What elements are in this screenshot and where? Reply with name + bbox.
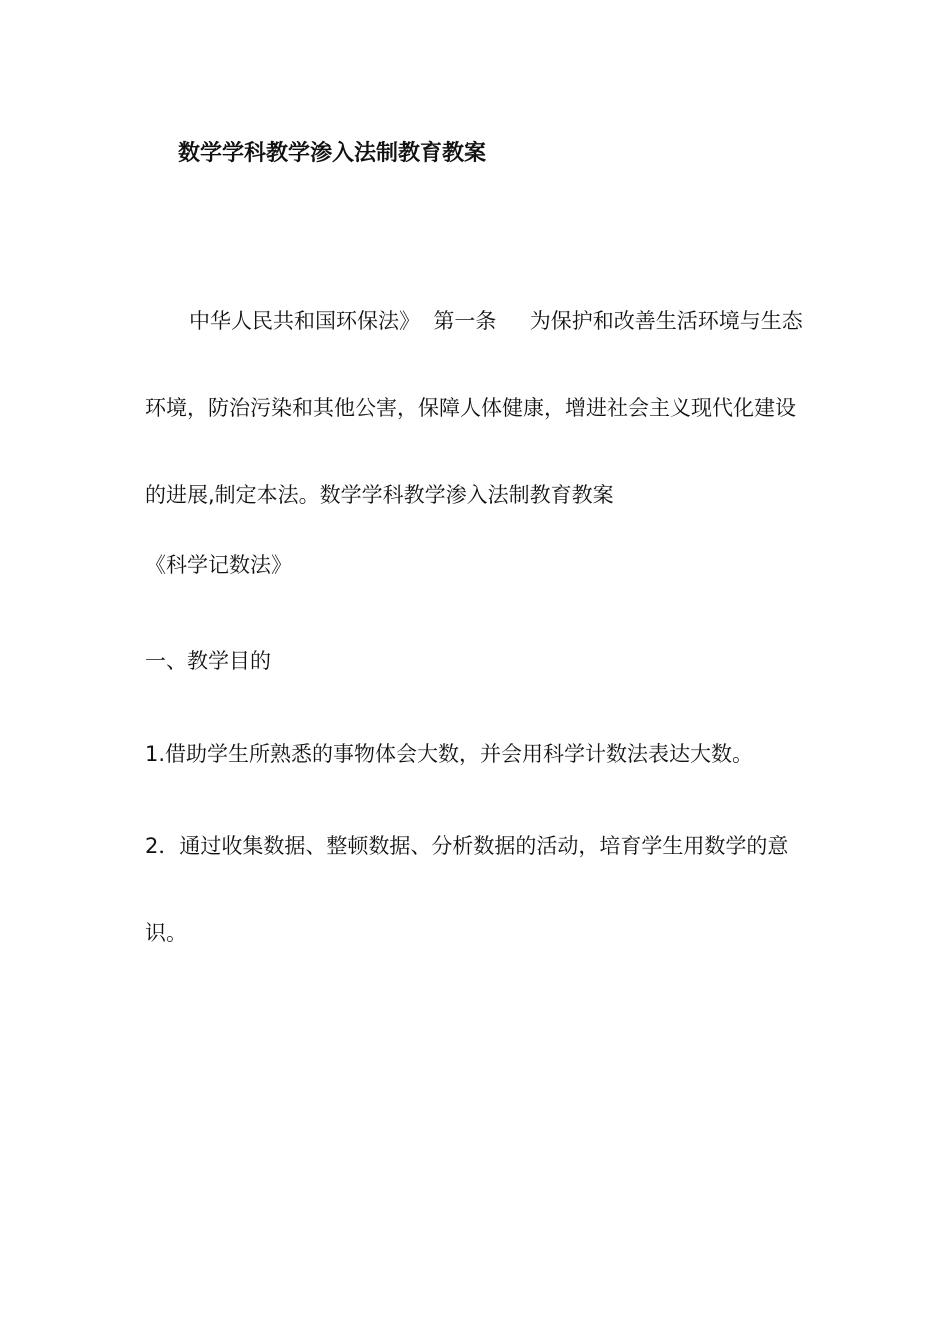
list-item: 2．通过收集数据、整顿数据、分析数据的活动，培育学生用数学的意识。 — [145, 834, 789, 945]
document-title: 数学学科教学渗入法制教育教案 — [178, 141, 487, 166]
article-number: 第一条 — [433, 309, 497, 333]
book-title: 《科学记数法》 — [145, 553, 292, 577]
intro-paragraph — [145, 278, 810, 539]
article-text: 为保护和改善生活环境与生态环境，防治污染和其他公害，保障人体健康，增进社会主义现代化建设的进展,制定本法。数学学科教学渗入法制教育教案 — [145, 309, 803, 507]
section-heading: 一、教学目的 — [145, 649, 271, 673]
list-item: 1.借助学生所熟悉的事物体会大数，并会用科学计数法表达大数。 — [145, 742, 754, 766]
law-name: 中华人民共和国环保法》 — [189, 309, 420, 333]
